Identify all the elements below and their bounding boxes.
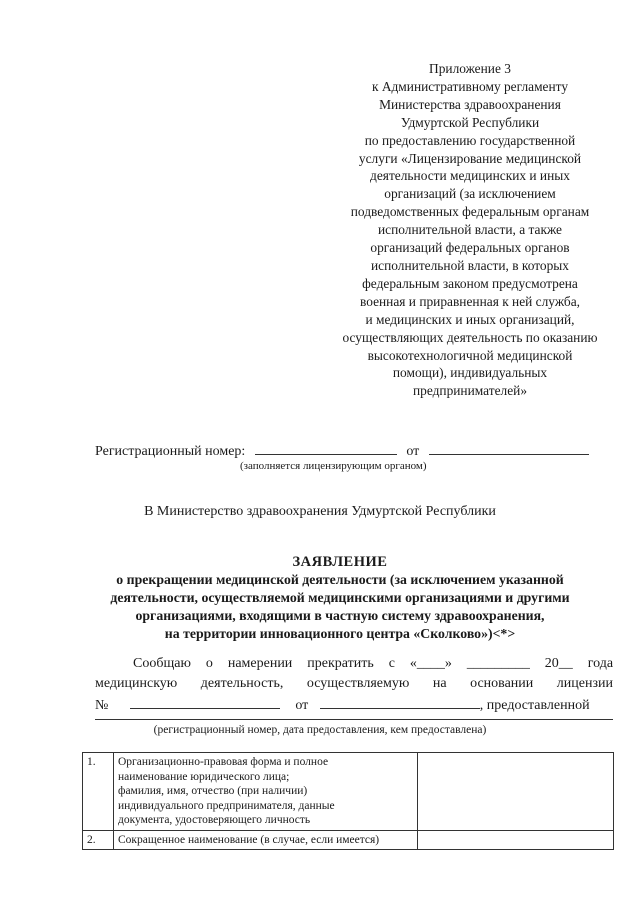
appendix-line: предпринимателей»	[412, 383, 528, 399]
table-row	[83, 753, 614, 831]
appendix-line: исполнительной власти, а также	[378, 222, 562, 238]
start-month-field[interactable]: _________	[466, 656, 530, 671]
license-note: (регистрационный номер, дата предоставления, кем предоставлена)	[153, 724, 487, 736]
appendix-line: осуществляющих деятельность по оказанию	[342, 329, 598, 345]
license-number-field[interactable]	[130, 696, 280, 709]
appendix-line: к Административному регламенту	[371, 78, 569, 94]
row-label-line: документа, удостоверяющего личность	[118, 814, 311, 826]
row-value-field[interactable]	[418, 830, 614, 850]
license-date-field[interactable]	[320, 696, 480, 709]
body-line-2	[95, 676, 613, 692]
row-label-line: Организационно-правовая форма и полное	[118, 756, 329, 768]
appendix-line: по предоставлению государственной	[364, 132, 576, 148]
body-word: с	[388, 656, 395, 671]
registration-line	[95, 442, 589, 460]
appendix-line: Удмуртской Республики	[400, 114, 540, 130]
table-row	[83, 830, 614, 850]
appendix-line: деятельности медицинских и иных	[370, 168, 570, 184]
registration-note: (заполняется лицензирующим органом)	[240, 460, 427, 472]
appendix-line: и медицинских и иных организаций,	[365, 311, 575, 327]
registration-from-label: от	[406, 444, 420, 459]
appendix-line: военная и приравненная к ней служба,	[359, 293, 580, 309]
row-label-line: индивидуального предпринимателя, данные	[118, 799, 335, 812]
appendix-line: исполнительной власти, в которых	[371, 257, 569, 273]
appendix-line: услуги «Лицензирование медицинской	[358, 150, 582, 166]
body-word: лицензии	[556, 676, 613, 691]
row-number: 1.	[83, 753, 114, 831]
registration-number-field[interactable]	[255, 442, 397, 455]
registration-label: Регистрационный номер:	[95, 444, 246, 459]
title-line: деятельности, осуществляемой медицинскими организациями и другими	[110, 590, 570, 605]
body-word: осуществляемую	[306, 676, 410, 691]
license-number-sign: №	[95, 698, 109, 713]
appendix-line: высокотехнологичной медицинской	[367, 347, 573, 363]
body-word: Сообщаю	[133, 656, 191, 671]
addressee: В Министерство здравоохранения Удмуртской Республики	[144, 504, 496, 519]
appendix-line: помощи), индивидуальных	[392, 365, 548, 381]
body-line-1	[95, 656, 613, 672]
registration-date-field[interactable]	[429, 442, 589, 455]
document-title: ЗАЯВЛЕНИЕ	[292, 554, 388, 570]
appendix-line: подведомственных федеральным органам	[350, 204, 590, 220]
row-label-line: фамилия, имя, отчество (при наличии)	[118, 785, 308, 797]
row-number: 2.	[83, 830, 114, 850]
start-year-field[interactable]: 20__	[544, 656, 573, 671]
start-day-field[interactable]: «____»	[409, 656, 452, 671]
appendix-line: федеральным законом предусмотрена	[362, 275, 578, 291]
row-value-field[interactable]	[418, 753, 614, 831]
title-line: о прекращении медицинской деятельности (за исключением указанной	[116, 572, 564, 587]
appendix-header	[320, 60, 620, 400]
appendix-line: Министерства здравоохранения	[379, 96, 561, 112]
appendix-line: организаций (за исключением	[384, 186, 556, 202]
body-word: медицинскую	[95, 676, 178, 691]
row-label-line: Сокращенное наименование (в случае, если имеется)	[118, 833, 380, 846]
body-word: намерении	[227, 656, 293, 671]
row-label	[114, 753, 418, 831]
body-word: года	[587, 656, 614, 671]
license-provided-label: , предоставленной	[479, 698, 590, 713]
license-from-label: от	[295, 698, 309, 713]
document-title-block	[70, 553, 610, 643]
appendix-line: Приложение 3	[429, 61, 511, 76]
title-line: на территории инновационного центра «Сколково»)<*>	[164, 626, 516, 641]
license-issuer-field[interactable]	[95, 718, 613, 720]
body-word: на	[432, 676, 447, 691]
title-line: организациями, входящими в частную систему здравоохранения,	[135, 608, 545, 623]
application-table	[82, 752, 614, 850]
body-word: о	[205, 656, 213, 671]
row-label-line: наименование юридического лица;	[118, 770, 290, 783]
body-word: основании	[470, 676, 534, 691]
row-label	[114, 830, 418, 850]
body-line-3	[95, 696, 613, 714]
body-word: деятельность,	[200, 676, 284, 691]
body-word: прекратить	[307, 656, 374, 671]
appendix-line: организаций федеральных органов	[370, 240, 570, 256]
